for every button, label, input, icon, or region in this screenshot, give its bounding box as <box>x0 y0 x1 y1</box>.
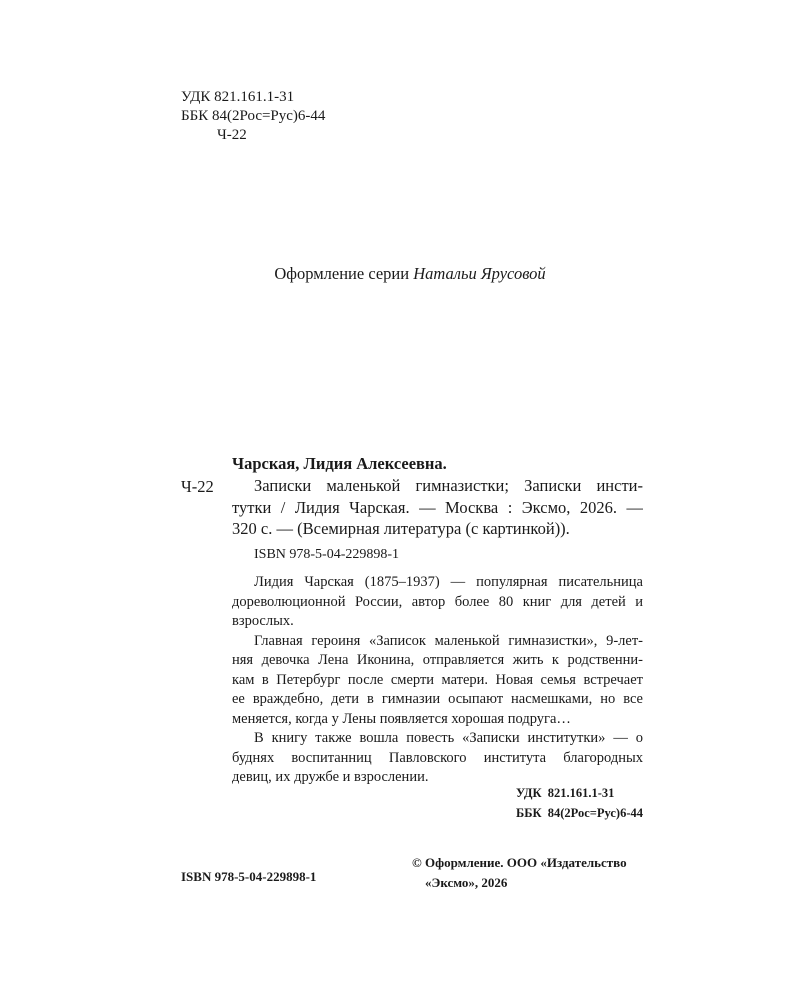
annotation-line: дореволюционной России, автор более 80 книг для детей и <box>232 593 643 610</box>
annotation <box>232 573 643 788</box>
annotation-line: меняется, когда у Лены появляется хорошая подруга… <box>232 710 571 727</box>
catalog-isbn: ISBN 978-5-04-229898-1 <box>254 547 400 562</box>
catalog-author: Чарская, Лидия Алексеевна. <box>232 454 447 473</box>
annotation-line: В книгу также вошла повесть «Записки институтки» — о <box>254 730 643 746</box>
annotation-line: буднях воспитанниц Павловского института благородных <box>232 749 643 766</box>
copyright-line-1: © Оформление. ООО «Издательство <box>412 855 627 870</box>
footer-isbn: ISBN 978-5-04-229898-1 <box>181 869 317 884</box>
copyright-notice <box>412 853 627 893</box>
series-designer-name: Натальи Ярусовой <box>413 264 546 283</box>
author-sign: Ч-22 <box>217 127 247 143</box>
bbk-code: ББК 84(2Рос=Рус)6-44 <box>181 108 326 124</box>
catalog-shelf-mark: Ч-22 <box>181 477 214 496</box>
annotation-line: Главная героиня «Записок маленькой гимназистки», 9-лет- <box>254 632 643 649</box>
annotation-line: няя девочка Лена Иконина, отправляется жить к родственни- <box>232 652 643 668</box>
series-design-credit <box>0 264 800 284</box>
annotation-line: девиц, их дружбе и взрослении. <box>232 769 429 785</box>
top-classification <box>181 88 325 145</box>
bottom-udc-code: УДК 821.161.1-31 <box>516 786 615 800</box>
bottom-bbk-code: ББК 84(2Рос=Рус)6-44 <box>516 806 643 820</box>
udc-code: УДК 821.161.1-31 <box>181 89 295 105</box>
annotation-line: Лидия Чарская (1875–1937) — популярная писательница <box>254 574 643 590</box>
annotation-line: кам в Петербург после смерти матери. Новая семья встречает <box>232 671 643 688</box>
copyright-line-2: «Эксмо», 2026 <box>425 875 508 890</box>
description-line: 320 с. — (Всемирная литература (с картинкой)). <box>232 519 570 538</box>
catalog-description <box>232 475 643 540</box>
description-line: Записки маленькой гимназистки; Записки инсти- <box>254 476 643 495</box>
annotation-line: ее враждебно, дети в гимназии осыпают насмешками, но все <box>232 691 643 707</box>
series-design-prefix: Оформление серии <box>274 264 414 283</box>
bottom-classification <box>516 783 643 823</box>
annotation-line: взрослых. <box>232 613 294 629</box>
description-line: тутки / Лидия Чарская. — Москва : Эксмо, 2026. — <box>232 497 643 517</box>
